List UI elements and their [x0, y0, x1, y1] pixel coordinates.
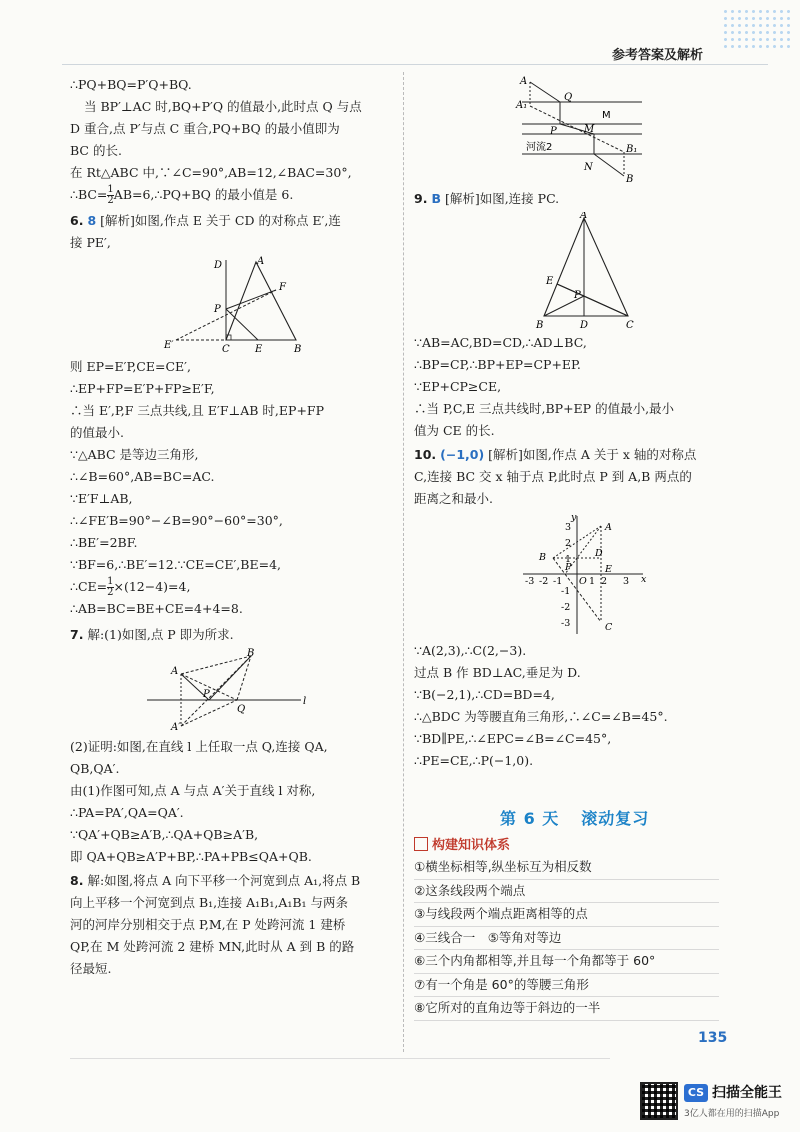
question-number: 10. [414, 447, 437, 462]
label-b: B [539, 552, 546, 563]
question-8-header [70, 870, 392, 892]
question-7-header [70, 624, 392, 646]
fraction-denominator: 2 [107, 587, 114, 598]
page-number: 135 [698, 1030, 728, 1046]
question-6-header [70, 210, 392, 232]
label-e: E [605, 564, 612, 575]
list-item: ②这条线段两个端点 [414, 880, 719, 904]
question-text: [解析]如图,连接 PC. [444, 191, 560, 206]
text-line: BC 的长. [70, 143, 122, 158]
question-text: [解析]如图,作点 E 关于 CD 的对称点 E′,连 [100, 213, 341, 228]
section-title [500, 806, 671, 829]
tick-label: 2 [601, 576, 608, 587]
subsection-title [414, 834, 510, 853]
text-line: 距离之和最小. [414, 491, 493, 506]
label-l: l [303, 696, 307, 707]
label-p: P [550, 126, 557, 137]
text-line: 过点 B 作 BD⊥AC,垂足为 D. [414, 665, 581, 680]
text-line [70, 576, 392, 598]
label-d: D [214, 260, 223, 271]
label-a: A [580, 212, 588, 221]
text-line: 河的河岸分别相交于点 P,M,在 P 处跨河流 1 建桥 [70, 917, 346, 932]
figure-q6 [156, 256, 306, 354]
list-item: ⑦有一个角是 60°的等腰三角形 [414, 974, 719, 998]
list-item: ③与线段两个端点距离相等的点 [414, 903, 719, 927]
label-e-prime: E′ [164, 340, 174, 351]
text-line: ∴PQ+BQ=P′Q+BQ. [70, 77, 192, 92]
text-fragment: ∴CE= [70, 579, 108, 594]
label-f: F [279, 282, 286, 293]
text-line: ∴∠FE′B=90°−∠B=90°−60°=30°, [70, 513, 283, 528]
text-fragment: AB=6,∴PQ+BQ 的最小值是 6. [113, 187, 294, 202]
question-number: 8. [70, 873, 84, 888]
text-line: ∵QA′+QB≥A′B,∴QA+QB≥A′B, [70, 827, 259, 842]
text-line: 的值最小. [70, 425, 124, 440]
label-b1: B₁ [626, 144, 638, 155]
text-line: ∵EP+CP≥CE, [414, 379, 502, 394]
label-a: A [171, 666, 179, 677]
text-line: 即 QA+QB≥A′P+BP,∴PA+PB≤QA+QB. [70, 849, 312, 864]
label-m: M [584, 124, 595, 135]
list-item: ①横坐标相等,纵坐标互为相反数 [414, 856, 719, 880]
text-line: ∴∠B=60°,AB=BC=AC. [70, 469, 215, 484]
label-p: P [203, 689, 210, 700]
fraction-numerator: 1 [107, 576, 114, 587]
text-line: ∵△ABC 是等边三角形, [70, 447, 199, 462]
label-river-2: 河流2 [526, 142, 553, 153]
question-number: 9. [414, 191, 428, 206]
text-line: 则 EP=E′P,CE=CE′, [70, 359, 191, 374]
tick-label: 3 [565, 522, 572, 533]
text-line: D 重合,点 P′与点 C 重合,PQ+BQ 的最小值即为 [70, 121, 340, 136]
fraction-numerator: 1 [107, 184, 114, 195]
text-line: 向上平移一个河宽到点 B₁,连接 A₁B₁,A₁B₁ 与两条 [70, 895, 349, 910]
text-line [70, 184, 392, 206]
text-line: ∵AB=AC,BD=CD,∴AD⊥BC, [414, 335, 587, 350]
list-item: ④三线合一 ⑤等角对等边 [414, 927, 719, 951]
tick-label: -3 [525, 576, 535, 587]
answer: 8 [87, 213, 97, 228]
text-line: 接 PE′, [70, 235, 111, 250]
label-a: A [520, 76, 528, 87]
tick-label: 1 [565, 554, 572, 565]
question-10-header [414, 444, 754, 466]
tick-label: -2 [539, 576, 549, 587]
label-c: C [626, 320, 634, 330]
label-a1: A₁ [516, 100, 528, 111]
label-a: A [605, 522, 612, 533]
scanner-logo: CS [684, 1084, 708, 1102]
question-number: 7. [70, 627, 84, 642]
label-b: B [294, 344, 302, 354]
text-line: ∴PA=PA′,QA=QA′. [70, 805, 184, 820]
text-fragment: ×(12−4)=4, [113, 579, 191, 594]
label-x: x [641, 574, 647, 585]
list-item: ⑧它所对的直角边等于斜边的一半 [414, 997, 719, 1021]
qr-code-icon [640, 1082, 678, 1120]
tick-label: -1 [553, 576, 563, 587]
text-line: 由(1)作图可知,点 A 与点 A′关于直线 l 对称, [70, 783, 316, 798]
scanner-name: 扫描全能王 [712, 1085, 782, 1101]
figure-q7 [141, 648, 321, 734]
text-line: ∵B(−2,1),∴CD=BD=4, [414, 687, 555, 702]
left-column [70, 74, 392, 980]
text-line: (2)证明:如图,在直线 l 上任取一点 Q,连接 QA, [70, 739, 328, 754]
tick-label: 2 [565, 538, 572, 549]
text-line: ∴EP+FP=E′P+FP≥E′F, [70, 381, 215, 396]
label-p: P [565, 562, 572, 573]
decorative-dots [722, 8, 792, 48]
text-line: QB,QA′. [70, 761, 120, 776]
text-line: ∵E′F⊥AB, [70, 491, 133, 506]
subsection-label: 构建知识体系 [432, 838, 511, 853]
text-line: ∵BD∥PE,∴∠EPC=∠B=∠C=45°, [414, 731, 612, 746]
figure-q8 [512, 74, 652, 186]
label-e: E [255, 344, 263, 354]
scanner-tagline: 3亿人都在用的扫描App [684, 1109, 780, 1119]
tick-label: 3 [623, 576, 630, 587]
figure-q9 [524, 212, 644, 330]
section-day: 第 6 天 [500, 809, 560, 828]
tick-label: -2 [561, 602, 571, 613]
tick-label: -3 [561, 618, 571, 629]
text-line: 在 Rt△ABC 中,∵∠C=90°,AB=12,∠BAC=30°, [70, 165, 352, 180]
question-text: [解析]如图,作点 A 关于 x 轴的对称点 [488, 447, 697, 462]
checkbox-icon [414, 837, 428, 851]
text-line: QP,在 M 处跨河流 2 建桥 MN,此时从 A 到 B 的路 [70, 939, 355, 954]
text-line: ∵A(2,3),∴C(2,−3). [414, 643, 527, 658]
header-rule [62, 64, 768, 65]
label-c: C [605, 622, 613, 633]
text-line: ∴BP=CP,∴BP+EP=CP+EP. [414, 357, 581, 372]
question-9-header [414, 188, 754, 210]
label-a-prime: A′ [171, 722, 181, 733]
label-river-1: M [602, 110, 611, 121]
text-line: ∴PE=CE,∴P(−1,0). [414, 753, 534, 768]
list-item: ⑥三个内角都相等,并且每一个角都等于 60° [414, 950, 719, 974]
section-name: 滚动复习 [581, 809, 650, 828]
column-divider [403, 72, 404, 1052]
label-b: B [247, 648, 255, 659]
label-n: N [584, 162, 593, 173]
label-d: D [595, 548, 603, 559]
answer: (−1,0) [440, 447, 485, 462]
text-line: C,连接 BC 交 x 轴于点 P,此时点 P 到 A,B 两点的 [414, 469, 692, 484]
text-fragment: ∴BC= [70, 187, 108, 202]
label-c: C [222, 344, 230, 354]
label-b: B [626, 174, 634, 185]
tick-label: -1 [561, 586, 571, 597]
question-text: 解:如图,将点 A 向下平移一个河宽到点 A₁,将点 B [87, 873, 361, 888]
label-p: P [214, 304, 221, 315]
fraction-denominator: 2 [107, 195, 114, 206]
answer: B [431, 191, 441, 206]
question-number: 6. [70, 213, 84, 228]
tick-label: 1 [589, 576, 596, 587]
label-p: P [574, 290, 581, 301]
text-line: ∴△BDC 为等腰直角三角形,∴∠C=∠B=45°. [414, 709, 668, 724]
text-line: 值为 CE 的长. [414, 423, 495, 438]
text-line: ∴当 E′,P,F 三点共线,且 E′F⊥AB 时,EP+FP [70, 403, 324, 418]
label-y: y [571, 512, 577, 523]
figure-q10 [519, 512, 649, 638]
label-d: D [580, 320, 589, 330]
header-title: 参考答案及解析 [612, 48, 704, 63]
text-line: ∴当 P,C,E 三点共线时,BP+EP 的值最小,最小 [414, 401, 675, 416]
footer-rule [70, 1058, 610, 1059]
label-a: A [257, 256, 265, 267]
text-line: ∴AB=BC=BE+CE=4+4=8. [70, 601, 243, 616]
text-line: 当 BP′⊥AC 时,BQ+P′Q 的值最小,此时点 Q 与点 [84, 99, 362, 114]
text-line: 径最短. [70, 961, 112, 976]
label-q: Q [564, 92, 573, 103]
question-text: 解:(1)如图,点 P 即为所求. [87, 627, 234, 642]
label-e: E [546, 276, 554, 287]
text-line: ∵BF=6,∴BE′=12.∵CE=CE′,BE=4, [70, 557, 281, 572]
label-q: Q [237, 704, 246, 715]
label-b: B [536, 320, 544, 330]
knowledge-list [414, 856, 719, 1021]
text-line: ∴BE′=2BF. [70, 535, 138, 550]
right-column [414, 74, 754, 772]
label-o: O [579, 576, 587, 587]
